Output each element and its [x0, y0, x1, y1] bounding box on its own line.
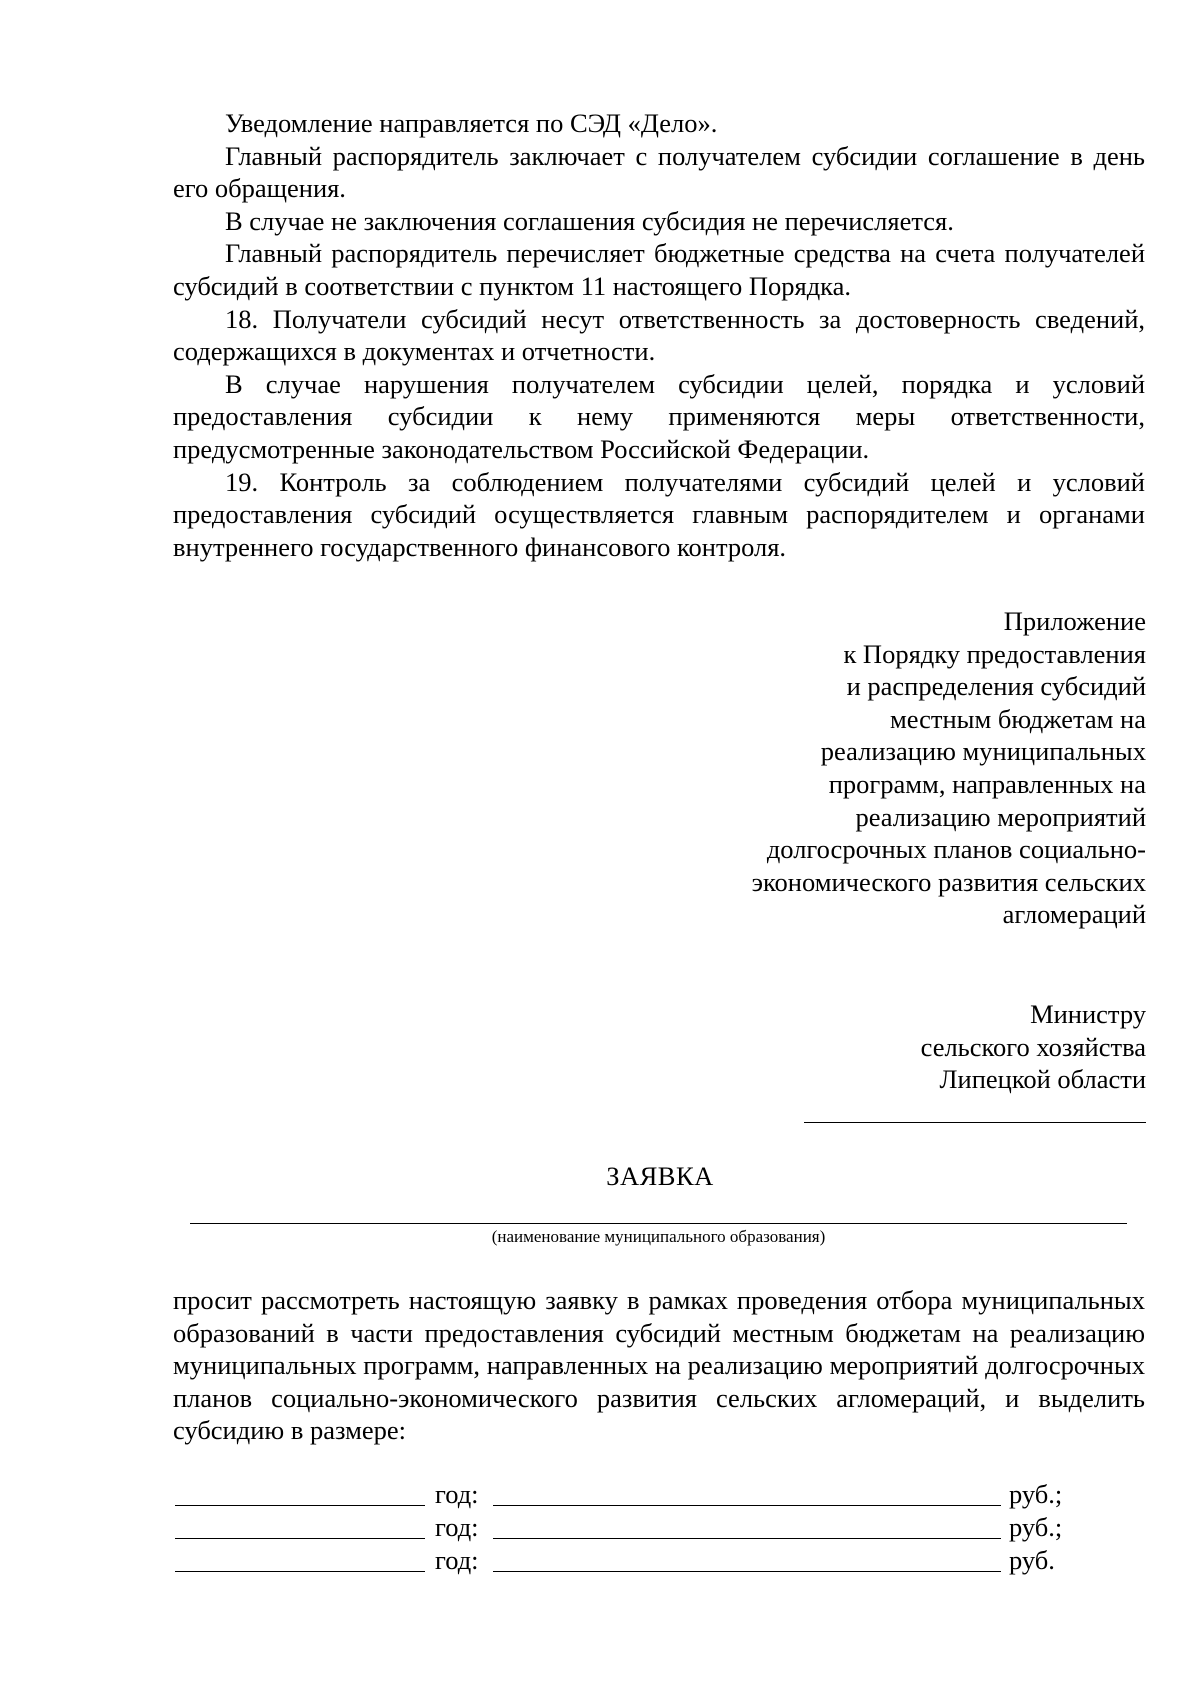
addressee-line: сельского хозяйства: [920, 1031, 1146, 1062]
appendix-line: программ, направленных на: [828, 768, 1146, 799]
amount-row: [173, 1478, 1073, 1511]
appendix-line: агломераций: [1002, 899, 1146, 930]
year-blank[interactable]: [175, 1538, 425, 1539]
year-label: год:: [435, 1479, 479, 1509]
body-text: [173, 107, 1145, 563]
paragraph-18: 18. Получатели субсидий несут ответственность за достоверность сведений, содержащихся в документах и отчетности.: [173, 303, 1145, 367]
municipality-name-caption: (наименование муниципального образования): [491, 1227, 826, 1246]
amount-blank[interactable]: [493, 1571, 1001, 1572]
appendix-line: Приложение: [1003, 606, 1146, 636]
amount-table: [173, 1478, 1073, 1577]
year-label: год:: [435, 1512, 479, 1542]
currency-label: руб.;: [1009, 1479, 1063, 1509]
paragraph-no-agreement: В случае не заключения соглашения субсидия не перечисляется.: [225, 205, 954, 236]
appendix-line: реализацию мероприятий: [855, 801, 1146, 832]
paragraph-agreement: Главный распорядитель заключает с получателем субсидии соглашение в день его обращения.: [173, 140, 1145, 204]
paragraph-19: 19. Контроль за соблюдением получателями субсидий целей и условий предоставления субсидий осуществляется главным распорядителем и органами внутреннего государственного финансового контроля.: [173, 466, 1145, 562]
year-blank[interactable]: [175, 1571, 425, 1572]
addressee-name-blank[interactable]: [804, 1122, 1146, 1123]
appendix-line: местным бюджетам на: [889, 703, 1146, 734]
currency-label: руб.;: [1009, 1512, 1063, 1542]
appendix-line: и распределения субсидий: [846, 671, 1146, 702]
currency-label: руб.: [1009, 1545, 1055, 1575]
request-paragraph: просит рассмотреть настоящую заявку в рамках проведения отбора муниципальных образований в части предоставления субсидий местным бюджетам на реализацию муниципальных программ, направленных на реализацию мероприятий долгосрочных планов социально-экономического развития сельских агломераций, и выделить субсидию в размере:: [173, 1285, 1145, 1446]
municipality-name-blank[interactable]: [190, 1223, 1127, 1224]
amount-row: [173, 1511, 1073, 1544]
form-title: ЗАЯВКА: [606, 1161, 714, 1191]
appendix-line: долгосрочных планов социально-: [766, 834, 1146, 865]
paragraph-transfer: Главный распорядитель перечисляет бюджетные средства на счета получателей субсидий в соответствии с пунктом 11 настоящего Порядка.: [173, 238, 1145, 301]
appendix-header: [586, 605, 1146, 931]
paragraph-violation: В случае нарушения получателем субсидии целей, порядка и условий предоставления субсидии к нему применяются меры ответственности, предусмотренные законодательством Российской Федерации.: [173, 368, 1145, 464]
addressee-line: Министру: [1030, 999, 1146, 1029]
year-blank[interactable]: [175, 1505, 425, 1506]
appendix-line: к Порядку предоставления: [843, 638, 1146, 669]
appendix-line: реализацию муниципальных: [820, 736, 1146, 767]
amount-row: [173, 1544, 1073, 1577]
appendix-line: экономического развития сельских: [751, 866, 1146, 897]
addressee-block: [586, 998, 1146, 1096]
amount-blank[interactable]: [493, 1505, 1001, 1506]
amount-blank[interactable]: [493, 1538, 1001, 1539]
year-label: год:: [435, 1545, 479, 1575]
paragraph-notification: Уведомление направляется по СЭД «Дело».: [225, 108, 718, 138]
request-text: [173, 1284, 1145, 1447]
addressee-line: Липецкой области: [939, 1064, 1146, 1095]
